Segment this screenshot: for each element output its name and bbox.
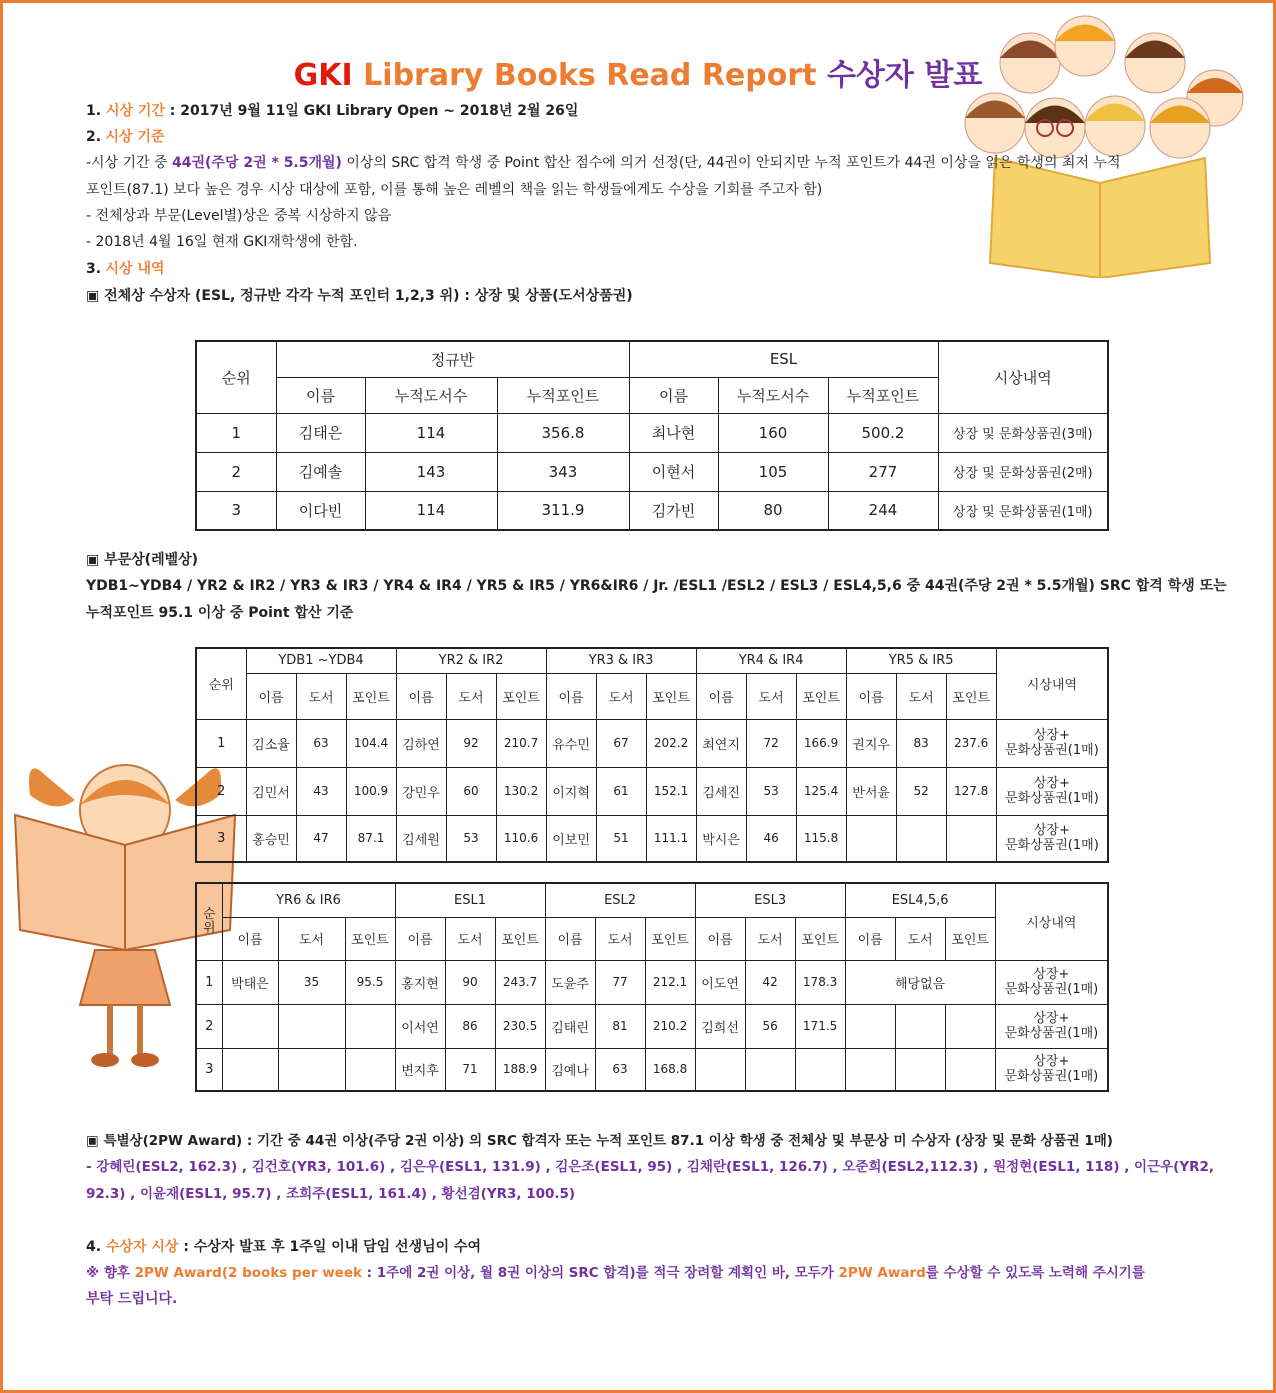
level-award-table-1 <box>195 647 1109 863</box>
sub-header-row: 이름 도서 포인트 이름 도서 포인트 이름 도서 포인트 이름 도서 포인트 이름 도서 포인트 <box>196 917 1108 960</box>
table-row: 3 이다빈 114 311.9 김가빈 80 244 상장 및 문화상품권(1매) <box>196 491 1108 530</box>
table-row: 3 변지후 71 188.9 김예나 63 168.8 상장+ 문화상품권(1매) <box>196 1048 1108 1091</box>
division-award-heading: ▣ 부문상(레벨상) <box>86 552 199 568</box>
col-name: 이름 <box>276 377 365 413</box>
group-header: YDB1 ~YDB4 <box>246 648 396 673</box>
table-row: 2 이서연 86 230.5 김태린 81 210.2 김희선 56 171.5 상장+ 문화상품권(1매) <box>196 1004 1108 1048</box>
table-row: 2 김예솔 143 343 이현서 105 277 상장 및 문화상품권(2매) <box>196 452 1108 491</box>
division-award-desc-2: 누적포인트 95.1 이상 중 Point 합산 기준 <box>86 605 354 621</box>
col-name: 이름 <box>629 377 718 413</box>
award-details-heading: 3. 시상 내역 <box>86 261 165 277</box>
group-header: YR5 & IR5 <box>846 648 996 673</box>
group-header: ESL1 <box>395 883 545 917</box>
overall-award-table <box>195 340 1109 531</box>
group-header: ESL2 <box>545 883 695 917</box>
group-header: YR4 & IR4 <box>696 648 846 673</box>
regular-class-header: 정규반 <box>276 341 629 377</box>
award-standard-line-2: 포인트(87.1) 보다 높은 경우 시상 대상에 포함, 이를 통해 높은 레벨의 책을 읽는 학생들에게도 수상을 기회를 주고자 함) <box>86 182 823 198</box>
table-row: 1 김소율 63 104.4 김하연 92 210.7 유수민 67 202.2 최연지 72 166.9 권지우 83 237.6 상장+ 문화상품권(1매) <box>196 719 1108 767</box>
rank-header: 순위 <box>196 648 246 719</box>
special-award-heading: ▣ 특별상(2PW Award) : 기간 중 44권 이상(주당 2권 이상) 의 SRC 합격자 또는 누적 포인트 87.1 이상 학생 중 전체상 및 부문상 미 수상자 (상장 및 문화 상품권 1매) <box>86 1133 1113 1149</box>
table-row: 2 김민서 43 100.9 강민우 60 130.2 이지혁 61 152.1 김세진 53 125.4 반서윤 52 127.8 상장+ 문화상품권(1매) <box>196 767 1108 815</box>
col-points: 누적포인트 <box>497 377 629 413</box>
award-period: 1. 시상 기간 : 2017년 9월 11일 GKI Library Open ~ 2018년 2월 26일 <box>86 103 579 119</box>
no-winner-cell: 해당없음 <box>845 960 995 1004</box>
table-row: 3 홍승민 47 87.1 김세원 53 110.6 이보민 51 111.1 박시은 46 115.8 상장+ 문화상품권(1매) <box>196 815 1108 862</box>
col-points: 누적포인트 <box>828 377 938 413</box>
award-header: 시상내역 <box>996 648 1108 719</box>
award-standard-heading: 2. 시상 기준 <box>86 129 165 145</box>
esl-class-header: ESL <box>629 341 938 377</box>
table-row: 1 김태은 114 356.8 최나현 160 500.2 상장 및 문화상품권(3매) <box>196 413 1108 452</box>
table-row: 1 박태은 35 95.5 홍지현 90 243.7 도윤주 77 212.1 이도연 42 178.3 해당없음 상장+ 문화상품권(1매) <box>196 960 1108 1004</box>
award-standard-line-3: - 전체상과 부문(Level별)상은 중복 시상하지 않음 <box>86 208 392 224</box>
rank-header: 순위 <box>196 341 276 413</box>
group-header: YR3 & IR3 <box>546 648 696 673</box>
col-books: 누적도서수 <box>365 377 497 413</box>
award-header: 시상내역 <box>995 883 1108 960</box>
group-header: YR2 & IR2 <box>396 648 546 673</box>
group-header: ESL3 <box>695 883 845 917</box>
division-award-desc-1: YDB1~YDB4 / YR2 & IR2 / YR3 & IR3 / YR4 & IR4 / YR5 & IR5 / YR6&IR6 / Jr. /ESL1 /ESL2 / ESL3 / ESL4,5,6 중 44권(주당 2권 * 5.5개월) SRC 합격 학생 또는 <box>86 578 1227 594</box>
page-title: GKI Library Books Read Report 수상자 발표 <box>293 58 983 93</box>
award-standard-line-1: -시상 기간 중 44권(주당 2권 * 5.5개월) 이상의 SRC 합격 학생 중 Point 합산 점수에 의거 선정(단, 44권이 안되지만 누적 포인트가 44권 이상을 읽은 학생의 최저 누적 <box>86 155 1121 171</box>
overall-award-heading: ▣ 전체상 수상자 (ESL, 정규반 각각 누적 포인터 1,2,3 위) : 상장 및 상품(도서상품권) <box>86 288 633 304</box>
special-award-winners-2: 92.3) , 이윤재(ESL1, 95.7) , 조희주(ESL1, 161.4) , 황선겸(YR3, 100.5) <box>86 1186 576 1202</box>
award-header: 시상내역 <box>938 341 1108 413</box>
col-books: 누적도서수 <box>718 377 828 413</box>
ceremony-note-2: 부탁 드립니다. <box>86 1291 178 1307</box>
sub-header-row: 이름 도서 포인트 이름 도서 포인트 이름 도서 포인트 이름 도서 포인트 이름 도서 포인트 <box>196 673 1108 719</box>
reading-kids-illustration <box>935 8 1260 278</box>
special-award-winners-1: - 강혜린(ESL2, 162.3) , 김건호(YR3, 101.6) , 김은우(ESL1, 131.9) , 김은조(ESL1, 95) , 김채란(ESL1, 126.7) , 오준희(ESL2,112.3) , 원정현(ESL1, 118) , 이근우(YR2, <box>86 1159 1215 1175</box>
ceremony-note-1: ※ 향후 2PW Award(2 books per week : 1주에 2권 이상, 월 8권 이상의 SRC 합격)를 적극 장려할 계획인 바, 모두가 2PW Award를 수상할 수 있도록 노력해 주시기를 <box>86 1265 1145 1281</box>
level-award-table-2 <box>195 882 1109 1092</box>
group-header: ESL4,5,6 <box>845 883 995 917</box>
rank-header: 순위 <box>196 883 222 960</box>
ceremony-line: 4. 수상자 시상 : 수상자 발표 후 1주일 이내 담임 선생님이 수여 <box>86 1239 482 1255</box>
group-header: YR6 & IR6 <box>222 883 395 917</box>
award-standard-line-4: - 2018년 4월 16일 현재 GKI재학생에 한함. <box>86 234 358 250</box>
